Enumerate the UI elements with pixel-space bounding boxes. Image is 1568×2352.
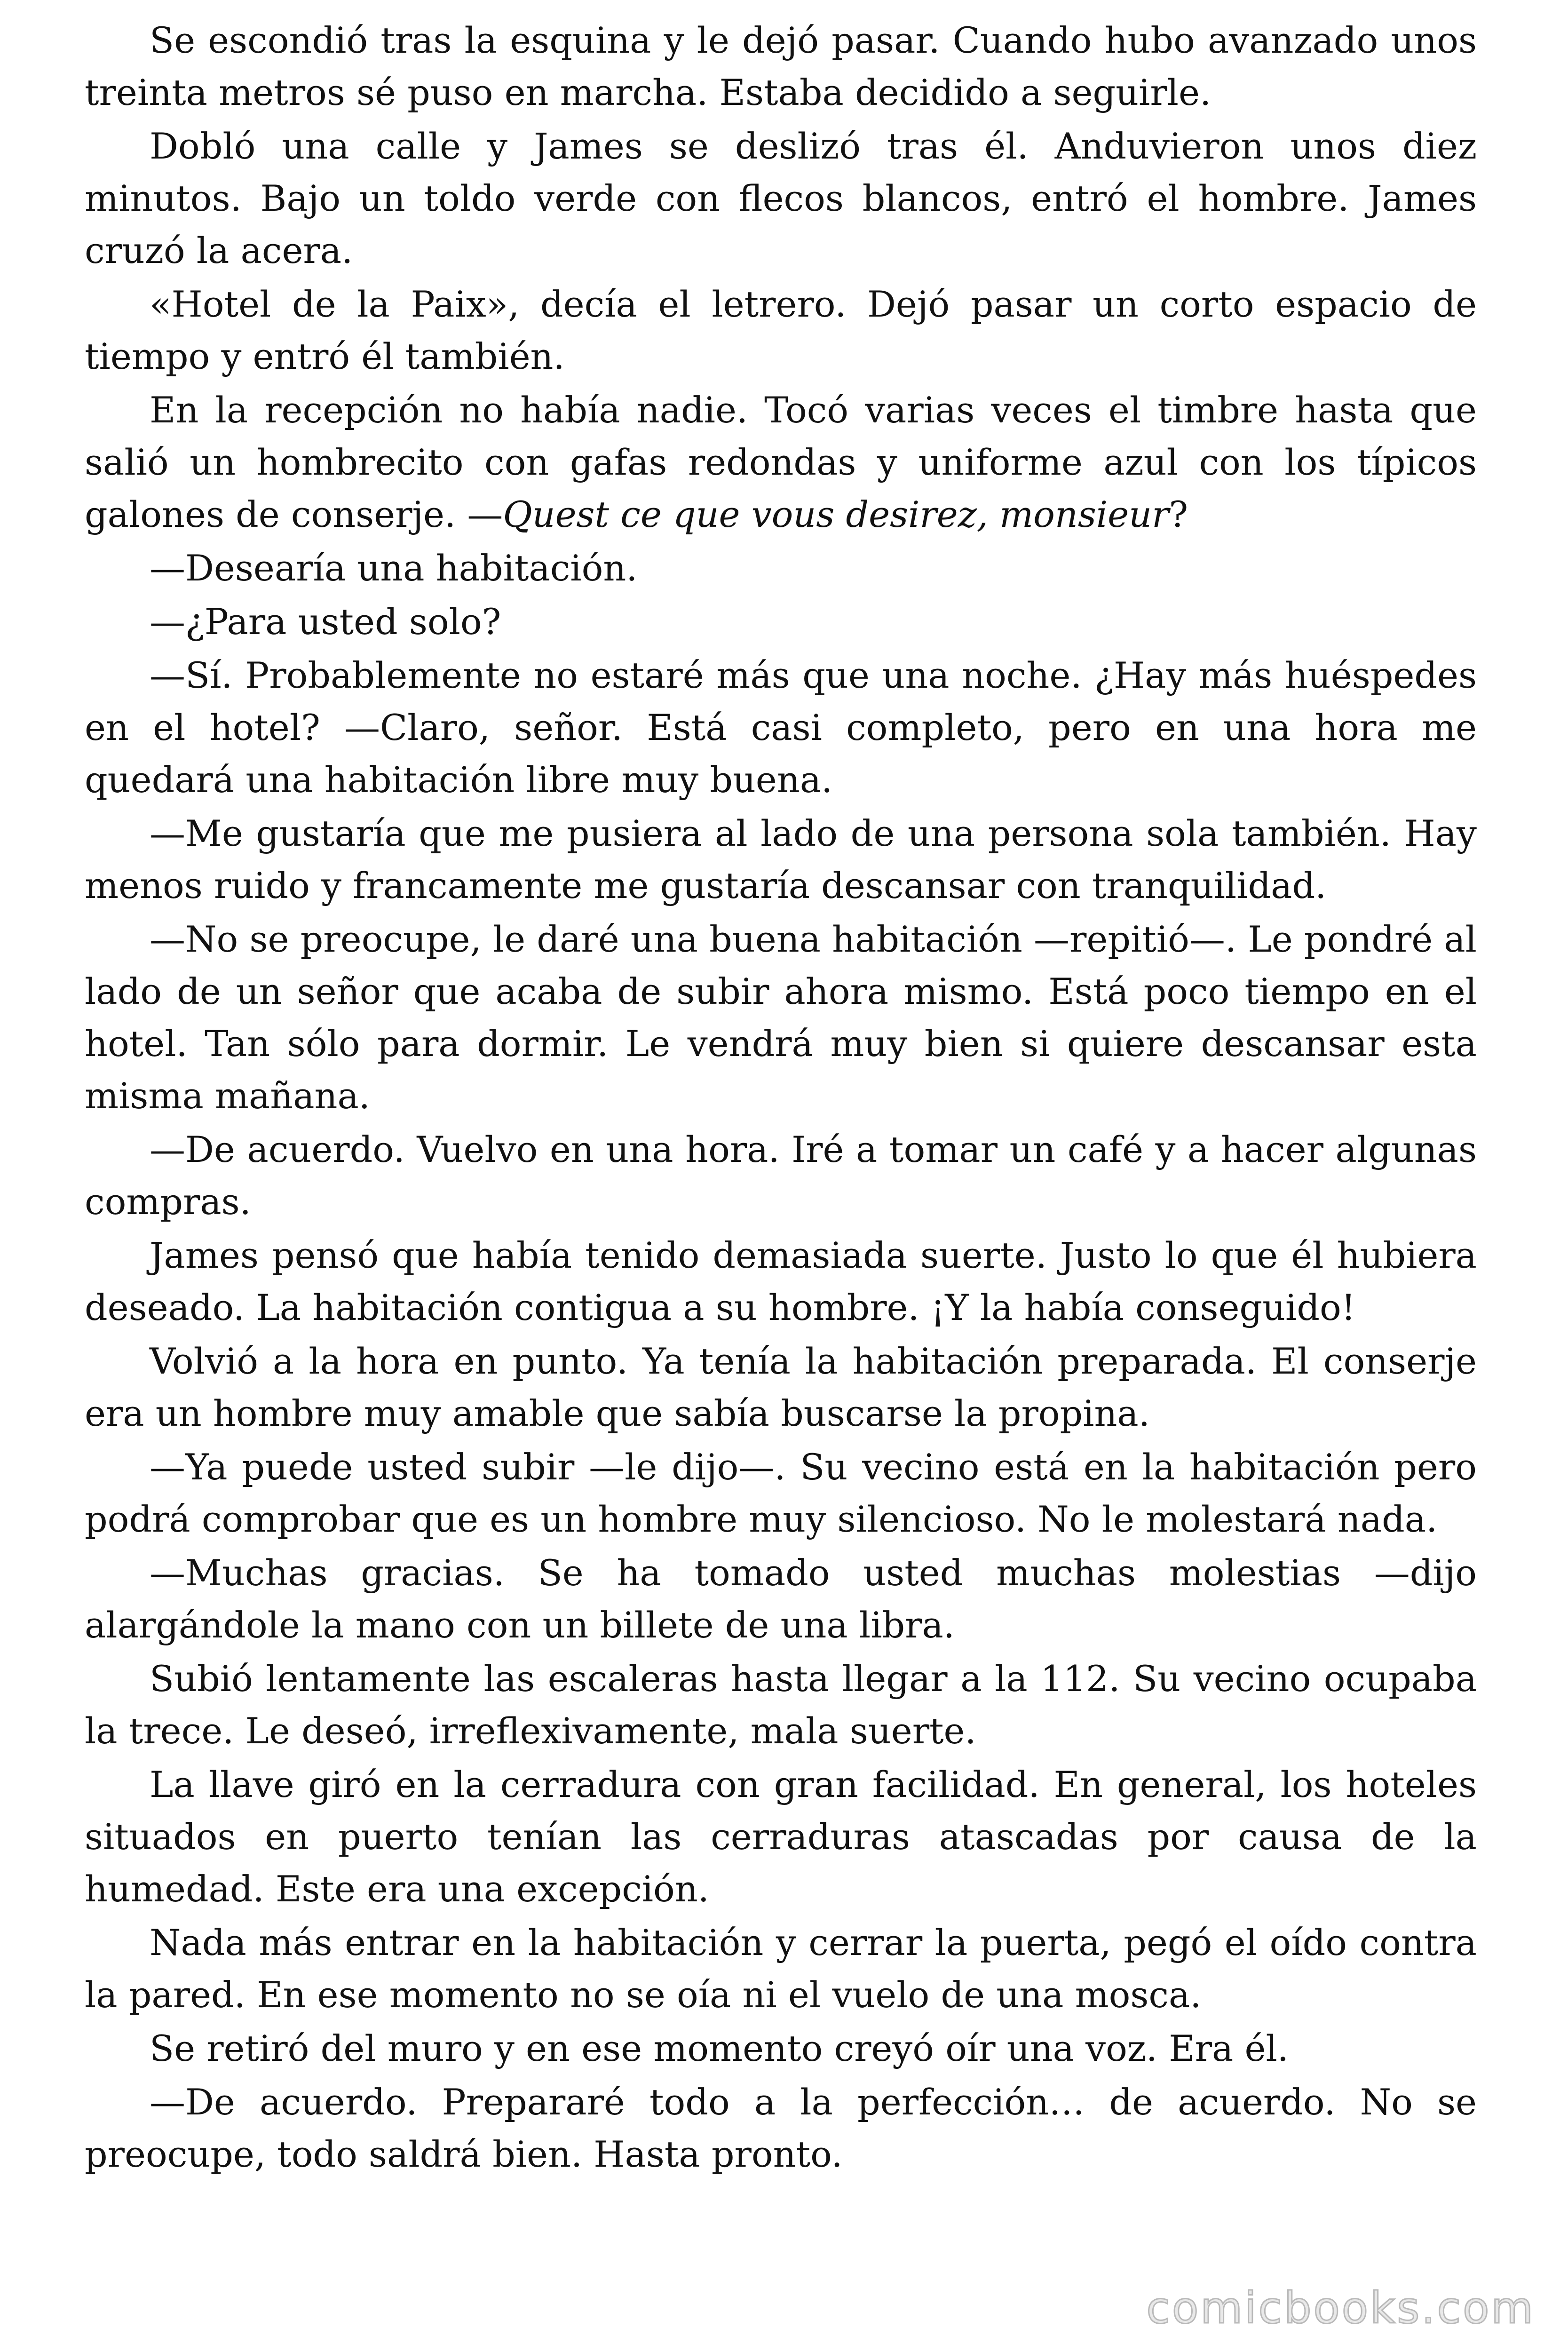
paragraph: —Desearía una habitación.	[150, 547, 638, 589]
paragraph: —Ya puede usted subir —le dijo—. Su vecino está en la habitación pero podrá comprobar que es un hombre muy silencioso. No le molestará nada.	[85, 1446, 1477, 1540]
italic-french-phrase: Quest ce que vous desirez, monsieur	[503, 493, 1169, 535]
paragraph: Dobló una calle y James se deslizó tras él. Anduvieron unos diez minutos. Bajo un toldo verde con flecos blancos, entró el hombre. James cruzó la acera.	[85, 125, 1477, 271]
paragraph: James pensó que había tenido demasiada suerte. Justo lo que él hubiera deseado. La habitación contigua a su hombre. ¡Y la había conseguido!	[85, 1234, 1477, 1328]
paragraph: —Muchas gracias. Se ha tomado usted muchas molestias —dijo alargándole la mano con un billete de una libra.	[85, 1552, 1477, 1646]
paragraph: —De acuerdo. Vuelvo en una hora. Iré a tomar un café y a hacer algunas compras.	[85, 1128, 1477, 1223]
body-text	[85, 14, 1477, 2182]
paragraph: La llave giró en la cerradura con gran facilidad. En general, los hoteles situados en puerto tenían las cerraduras atascadas por causa de la humedad. Este era una excepción.	[85, 1764, 1477, 1910]
paragraph: —No se preocupe, le daré una buena habitación —repitió—. Le pondré al lado de un señor que acaba de subir ahora mismo. Está poco tiempo en el hotel. Tan sólo para dormir. Le vendrá muy bien si quiere descansar esta misma mañana.	[85, 918, 1477, 1117]
paragraph: —Sí. Probablemente no estaré más que una noche. ¿Hay más huéspedes en el hotel? —Claro, señor. Está casi completo, pero en una hora me quedará una habitación libre muy buena.	[85, 654, 1477, 801]
paragraph: Subió lentamente las escaleras hasta llegar a la 112. Su vecino ocupaba la trece. Le deseó, irreflexivamente, mala suerte.	[85, 1658, 1477, 1752]
paragraph: —¿Para usted solo?	[150, 601, 501, 643]
paragraph: Se escondió tras la esquina y le dejó pasar. Cuando hubo avanzado unos treinta metros sé puso en marcha. Estaba decidido a seguirle.	[85, 19, 1477, 113]
paragraph-text-end: ?	[1169, 493, 1188, 535]
paragraph: —Me gustaría que me pusiera al lado de una persona sola también. Hay menos ruido y francamente me gustaría descansar con tranquilidad.	[85, 812, 1477, 906]
paragraph: Volvió a la hora en punto. Ya tenía la habitación preparada. El conserje era un hombre muy amable que sabía buscarse la propina.	[85, 1340, 1477, 1434]
paragraph: «Hotel de la Paix», decía el letrero. Dejó pasar un corto espacio de tiempo y entró él también.	[85, 283, 1477, 377]
watermark: comicbooks.com	[1146, 2283, 1535, 2333]
paragraph: Se retiró del muro y en ese momento creyó oír una voz. Era él.	[150, 2027, 1289, 2069]
paragraph: —De acuerdo. Prepararé todo a la perfección… de acuerdo. No se preocupe, todo saldrá bien. Hasta pronto.	[85, 2081, 1477, 2175]
paragraph-text: En la recepción no había nadie. Tocó varias veces el timbre hasta que salió un hombrecito con gafas redondas y uniforme azul con los típicos galones de conserje. —	[85, 389, 1477, 535]
paragraph	[85, 384, 1477, 540]
paragraph: Nada más entrar en la habitación y cerrar la puerta, pegó el oído contra la pared. En ese momento no se oía ni el vuelo de una mosca.	[85, 1922, 1477, 2016]
